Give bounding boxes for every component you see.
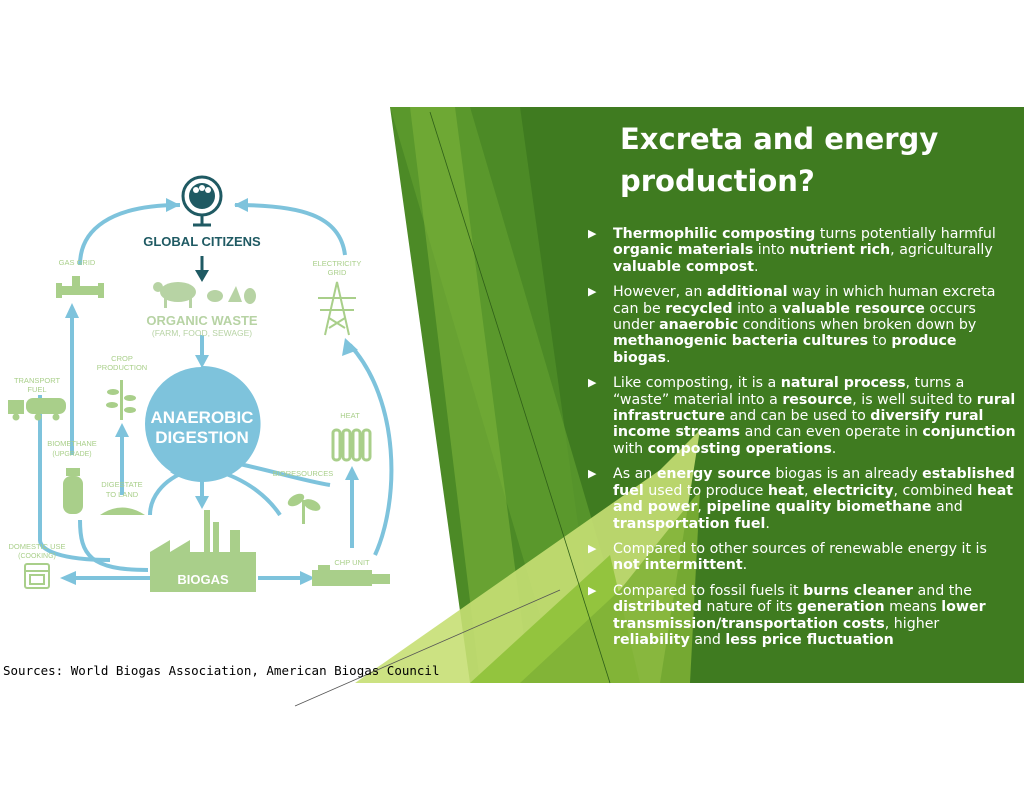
chp-engine-icon <box>312 565 390 586</box>
global-citizens-label: GLOBAL CITIZENS <box>143 234 261 249</box>
bullet-emphasis: natural process <box>780 375 906 392</box>
bullet-text: , is well suited to <box>852 391 977 408</box>
bullet-text: , agriculturally <box>890 242 993 259</box>
biomethane-label: BIOMETHANE <box>47 439 97 448</box>
bullet-text: and can be used to <box>724 408 871 425</box>
bullet-emphasis: diversify rural income streams <box>613 408 984 441</box>
bullet-text: into a <box>732 300 782 317</box>
bullet-text: . <box>831 440 837 457</box>
bullet-item <box>588 466 1018 532</box>
upgrade-label: (UPGRADE) <box>52 451 92 458</box>
bullet-emphasis: less price fluctuation <box>725 631 894 648</box>
slide-title <box>620 118 1010 202</box>
bullet-text: means <box>884 599 942 616</box>
bullet-emphasis: distributed <box>613 599 702 616</box>
food-waste-icon <box>207 286 256 304</box>
arrow-head <box>195 496 209 509</box>
globe-icon <box>183 177 221 225</box>
sources-caption: Sources: World Biogas Association, American Biogas Council <box>3 663 440 678</box>
radiator-icon <box>333 430 370 460</box>
bullet-arrow-icon: ▶ <box>588 541 597 555</box>
bullet-text: and <box>931 499 963 516</box>
bullet-emphasis: nutrient rich <box>789 242 891 259</box>
bullet-text: way in which human excreta can be <box>613 284 996 317</box>
down-arrow-icon <box>195 270 209 282</box>
bullet-emphasis: heat <box>767 482 804 499</box>
bullet-emphasis: lower transmission/transportation costs <box>613 599 986 632</box>
bullet-arrow-icon: ▶ <box>588 376 597 390</box>
bullet-emphasis: burns cleaner <box>803 582 913 599</box>
bullet-text: biogas is an already <box>770 466 923 483</box>
bullet-emphasis: composting operations <box>647 440 832 457</box>
to-land-label: TO LAND <box>105 490 139 499</box>
bullet-emphasis: additional <box>706 284 788 301</box>
bullet-text: turns potentially harmful <box>815 226 996 242</box>
truck-icon <box>8 398 66 421</box>
bullet-text: and the <box>913 582 972 599</box>
bullet-arrow-icon: ▶ <box>588 285 597 299</box>
bullet-item <box>588 375 1018 457</box>
arrow-head <box>65 303 79 318</box>
crop-icon <box>106 380 136 420</box>
bullet-text: Like composting, it is a <box>613 375 781 392</box>
bullet-item <box>588 541 1018 574</box>
fuel-label: FUEL <box>27 385 47 394</box>
title-line-2: production? <box>620 164 815 198</box>
biogas-label: BIOGAS <box>177 572 229 587</box>
bullet-item <box>588 284 1018 366</box>
bullet-text: occurs under <box>613 300 976 334</box>
crop-label: CROP <box>111 354 133 363</box>
arrow-path <box>80 520 148 570</box>
bullet-text: conditions when broken down by <box>738 317 977 334</box>
organic-waste-sub-label: (FARM, FOOD, SEWAGE) <box>151 328 253 338</box>
bullet-emphasis: pipeline quality biomethane <box>706 499 932 516</box>
bullet-text: As an <box>613 466 657 483</box>
bullet-text: to <box>868 333 892 350</box>
grid-label: GRID <box>327 268 347 277</box>
bullet-text: nature of its <box>701 599 798 616</box>
digestion-label: DIGESTION <box>155 428 249 447</box>
bullet-item <box>588 226 1018 275</box>
bullet-arrow-icon: ▶ <box>588 227 597 240</box>
bullet-text: , <box>804 482 814 499</box>
bullet-text: However, an <box>613 284 707 301</box>
bullet-item <box>588 583 1018 649</box>
chp-unit-label: CHP UNIT <box>334 558 370 567</box>
bullet-text: into <box>753 242 790 259</box>
anaerobic-label: ANAEROBIC <box>150 408 254 427</box>
arrow-head <box>345 466 359 480</box>
bullet-text: Compared to other sources of renewable energy it is <box>613 540 987 557</box>
cow-icon <box>153 282 196 308</box>
soil-pile-icon <box>100 508 145 516</box>
arrow-head <box>234 198 248 212</box>
bullet-text: with <box>613 440 648 457</box>
bullet-text: . <box>754 258 759 275</box>
arrow-head <box>166 198 180 212</box>
bullet-emphasis: reliability <box>613 631 690 648</box>
bullet-emphasis: heat and power <box>613 482 1014 516</box>
bullet-text: . <box>765 515 770 532</box>
bullet-emphasis: not intermittent <box>613 557 743 574</box>
bullet-emphasis: rural infrastructure <box>613 391 1016 425</box>
bullet-emphasis: resource <box>782 391 853 408</box>
bullet-text: and <box>689 631 726 648</box>
bullet-text: , combined <box>893 482 978 499</box>
bullet-emphasis: anaerobic <box>659 317 739 334</box>
bullet-text: , higher <box>884 615 940 632</box>
gas-grid-label: GAS GRID <box>58 258 96 267</box>
bullet-arrow-icon: ▶ <box>588 583 597 597</box>
gas-cylinder-icon <box>63 468 83 514</box>
bullet-emphasis: generation <box>797 599 885 616</box>
bullet-emphasis: methanogenic bacteria cultures <box>613 333 869 350</box>
arrow-head <box>115 423 129 437</box>
bullet-emphasis: produce biogas <box>613 333 957 366</box>
biogas-diagram <box>8 177 391 592</box>
leaf-icon <box>286 491 323 524</box>
bullet-emphasis: recycled <box>665 300 733 317</box>
bullet-text: . <box>665 349 671 366</box>
cooking-label: (COOKING) <box>18 553 56 560</box>
bullet-emphasis: transportation fuel <box>613 515 766 532</box>
bullet-emphasis: electricity <box>813 482 894 499</box>
bullet-text: , turns a “waste” material into a <box>613 375 965 408</box>
pylon-icon <box>318 282 356 335</box>
title-line-1: Excreta and energy <box>620 122 939 156</box>
production-label: PRODUCTION <box>96 363 148 372</box>
bullet-text: and can even operate in <box>740 424 923 441</box>
bullet-text: used to produce <box>643 482 768 499</box>
bullet-text: , <box>697 499 707 516</box>
organic-waste-label: ORGANIC WASTE <box>146 313 258 328</box>
stove-icon <box>25 564 49 588</box>
gas-pipe-icon <box>56 276 104 298</box>
heat-label: HEAT <box>340 411 360 420</box>
bullet-list <box>588 226 1018 657</box>
arrow-head <box>60 571 76 585</box>
bullet-emphasis: Thermophilic composting <box>613 226 816 242</box>
bioresources-label: BIORESOURCES <box>272 469 334 478</box>
digestate-label: DIGESTATE <box>101 480 143 489</box>
bullet-emphasis: established fuel <box>613 466 1015 499</box>
bullet-arrow-icon: ▶ <box>588 467 597 481</box>
transport-label: TRANSPORT <box>13 376 61 385</box>
bullet-emphasis: conjunction <box>922 424 1016 441</box>
bullet-emphasis: energy source <box>656 466 771 483</box>
bullet-text: . <box>742 557 748 574</box>
domestic-use-label: DOMESTIC USE <box>8 542 66 551</box>
bullet-emphasis: valuable compost <box>613 258 755 275</box>
bullet-text: Compared to fossil fuels it <box>613 582 804 599</box>
bullet-emphasis: valuable resource <box>782 300 925 317</box>
bullet-emphasis: organic materials <box>613 242 754 259</box>
electricity-label: ELECTRICITY <box>312 259 362 268</box>
